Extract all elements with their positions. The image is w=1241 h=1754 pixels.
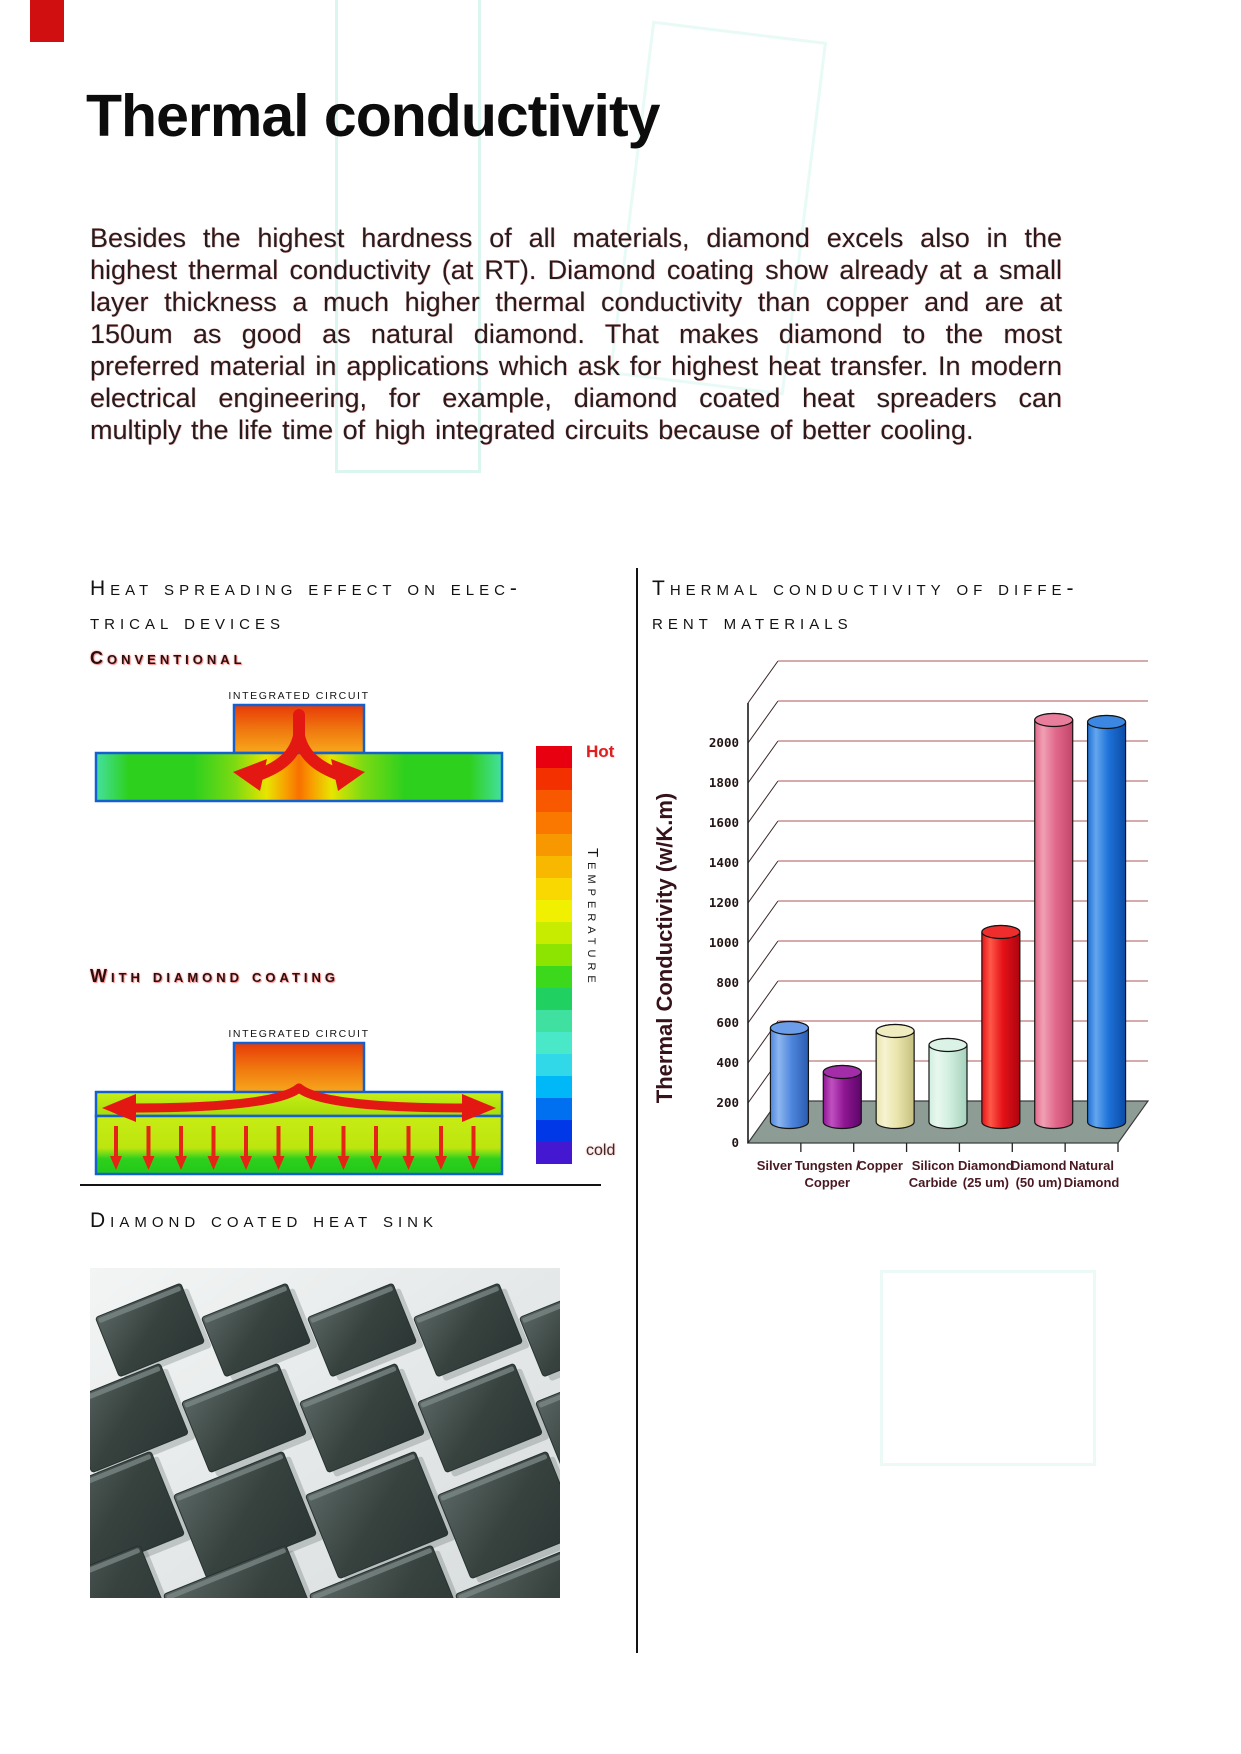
svg-text:2000: 2000: [708, 735, 739, 750]
ic-label: integrated circuit: [228, 690, 370, 702]
hot-label: Hot: [586, 742, 615, 761]
cold-label: cold: [586, 1142, 616, 1159]
intro-paragraph: Besides the highest hardness of all materials, diamond excels also in the highest thermal conductivity (at RT). Diamond coating show already at a small layer thickness a much higher thermal conductivity than copper and are at 150um as good as natural diamond. That makes diamond to the most preferred material in applications which ask for highest heat transfer. In modern electrical engineering, for example, diamond coated heat spreaders can multiply the life time of high integrated circuits because of better cooling.: [90, 223, 1062, 445]
svg-text:Silver: Silver: [756, 1158, 793, 1173]
svg-text:(50 um): (50 um): [1015, 1175, 1062, 1190]
svg-text:200: 200: [716, 1095, 739, 1110]
temperature-scale: [536, 740, 646, 1170]
section-title-thermal-conductivity: [652, 572, 1079, 639]
svg-text:Diamond: Diamond: [1010, 1158, 1067, 1173]
page-title: Thermal conductivity: [86, 83, 660, 149]
substrate-block: [96, 753, 502, 801]
svg-text:1600: 1600: [708, 815, 739, 830]
svg-text:Carbide: Carbide: [908, 1175, 958, 1190]
section-title-line: trical devices: [90, 610, 286, 634]
coating-label: With diamond coating: [90, 966, 340, 986]
svg-text:Copper: Copper: [857, 1158, 903, 1173]
temperature-gradient-bar: [536, 746, 572, 1164]
svg-text:1200: 1200: [708, 895, 739, 910]
section-title-line: Diamond coated heat sink: [90, 1209, 438, 1232]
svg-text:1800: 1800: [708, 775, 739, 790]
svg-text:1000: 1000: [708, 935, 739, 950]
svg-text:(25 um): (25 um): [962, 1175, 1009, 1190]
coating-diagram: [84, 1026, 514, 1186]
svg-text:0: 0: [731, 1135, 739, 1150]
section-title-heat-sink: [90, 1204, 438, 1238]
section-title-line: Thermal conductivity of diffe-: [652, 577, 1079, 600]
section-divider: [80, 1184, 601, 1186]
conductivity-bar-chart: [648, 648, 1170, 1196]
chart-svg: [648, 648, 1170, 1196]
svg-text:Thermal Conductivity (w/K.m): Thermal Conductivity (w/K.m): [652, 792, 677, 1104]
svg-text:Natural: Natural: [1069, 1158, 1114, 1173]
conventional-diagram: [84, 688, 514, 843]
section-title-heat-spreading: [90, 572, 522, 639]
section-title-line: rent materials: [652, 610, 853, 634]
temperature-axis-label: Temperature: [584, 848, 601, 988]
svg-text:Silicon: Silicon: [911, 1158, 955, 1173]
conventional-label: Conventional: [90, 648, 246, 668]
svg-text:Tungsten /: Tungsten /: [794, 1158, 860, 1173]
photo-svg: [90, 1268, 560, 1598]
svg-text:Diamond: Diamond: [958, 1158, 1014, 1173]
svg-text:400: 400: [716, 1055, 739, 1070]
ic-label: integrated circuit: [228, 1028, 370, 1040]
svg-text:800: 800: [716, 975, 739, 990]
svg-text:1400: 1400: [708, 855, 739, 870]
svg-text:Diamond: Diamond: [1063, 1175, 1120, 1190]
section-title-line: Heat spreading effect on elec-: [90, 577, 522, 600]
svg-text:Copper: Copper: [804, 1175, 851, 1190]
watermark-decor: [880, 1270, 1096, 1466]
svg-text:600: 600: [716, 1015, 739, 1030]
heat-sink-photo: [90, 1268, 560, 1598]
red-corner-mark: [30, 0, 64, 42]
